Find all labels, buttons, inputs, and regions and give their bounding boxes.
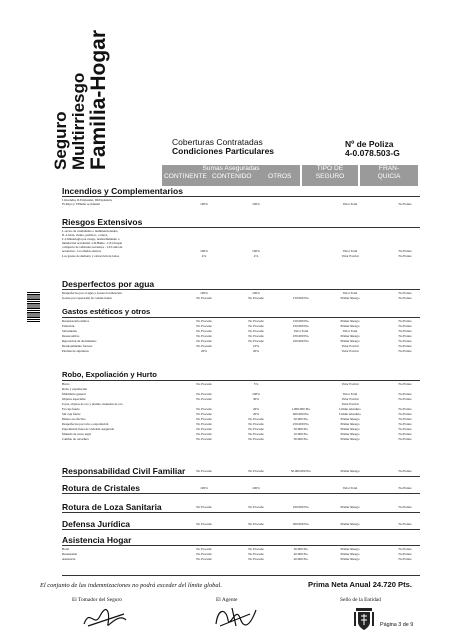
- cell-tipo: Primer Riesgo: [340, 427, 360, 431]
- cell-tipo: Primer Riesgo: [340, 319, 360, 323]
- cell-fran: No Existe: [398, 407, 412, 411]
- cell-otros: 50.000 Pts.: [293, 417, 309, 421]
- cell-tipo: Valor Total: [342, 329, 358, 333]
- cell-fran: No Existe: [398, 522, 412, 526]
- row-label: Cambio de cerradura: [62, 437, 89, 441]
- row-label: Gastos por reparación de conducciones: [62, 296, 112, 300]
- cell-fran: No Existe: [398, 432, 412, 436]
- section-title: Riesgos Extensivos: [62, 217, 420, 228]
- cell-cont: 100%: [200, 249, 208, 253]
- row-label: aeronaves - I-G.Ondas sónicas: [62, 249, 101, 253]
- cell-fran: No Existe: [398, 291, 412, 295]
- row-label: Salvamento: [62, 329, 78, 333]
- cell-contd: No Procede: [248, 334, 264, 338]
- cell-otros: 20.000 Pts.: [293, 557, 309, 561]
- cell-otros: 150.000 Pts.: [292, 296, 310, 300]
- row-label: inundación accidental. I-D.Humo - I-E.Choque: [62, 241, 123, 245]
- cell-cont: 4%: [201, 254, 207, 258]
- signature-sello-label: Sello de la Entidad: [340, 597, 381, 603]
- page-number: Página 3 de 9: [380, 622, 414, 628]
- cell-tipo: Primer Riesgo: [340, 547, 360, 551]
- policy-value: 4-0.078.503-G: [345, 148, 400, 158]
- cell-cont: No Procede: [196, 392, 212, 396]
- section-title: Responsabilidad Civil Familiar: [62, 466, 420, 477]
- cell-otros: 1.000.000 Pts.: [291, 407, 311, 411]
- section-title: Rotura de Cristales: [62, 483, 420, 494]
- header-sumas-label: Sumas Aseguradas: [202, 165, 260, 172]
- cell-contd: No Procede: [248, 552, 264, 556]
- cell-fran: No Existe: [398, 437, 412, 441]
- cell-fran: No Existe: [398, 382, 412, 386]
- cell-tipo: Primer Riesgo: [340, 296, 360, 300]
- row-label: Desescombro: [62, 334, 80, 338]
- row-label: Dinero en efectivo: [62, 417, 86, 421]
- cell-fran: No Existe: [398, 486, 412, 490]
- header-continente: CONTINENTE: [164, 173, 207, 180]
- header-fran-line1: FRAN-: [378, 165, 400, 172]
- cell-contd: No Procede: [248, 324, 264, 328]
- cell-tipo: Valor Parcial: [341, 254, 359, 258]
- section-title: Desperfectos por agua: [62, 279, 420, 290]
- section-title: Rotura de Loza Sanitaria: [62, 502, 420, 513]
- cell-cont: No Procede: [196, 505, 212, 509]
- cell-cont: 100%: [200, 202, 208, 206]
- cell-fran: No Existe: [398, 254, 412, 258]
- cell-cont: No Procede: [196, 422, 212, 426]
- cell-contd: 20%: [252, 349, 260, 353]
- cell-contd: No Procede: [248, 437, 264, 441]
- cell-tipo: Valor Total: [342, 249, 358, 253]
- cell-cont: No Procede: [196, 329, 212, 333]
- cell-tipo: Primer Riesgo: [340, 339, 360, 343]
- cell-fran: No Existe: [398, 344, 412, 348]
- header-sumas: [162, 165, 300, 186]
- cell-cont: No Procede: [196, 324, 212, 328]
- cell-cont: No Procede: [196, 319, 212, 323]
- seal-icon: [352, 606, 376, 632]
- header-tipo-line1: TIPO DE: [316, 165, 344, 172]
- cell-contd: No Procede: [248, 522, 264, 526]
- cell-fran: No Existe: [398, 319, 412, 323]
- cell-fran: No Existe: [398, 397, 412, 401]
- row-label: o impacto de vehículos terrestres - I-F.Caída de: [62, 245, 123, 249]
- cell-fran: No Existe: [398, 202, 412, 206]
- header-fran-line2: QUICIA: [377, 172, 401, 180]
- cell-cont: No Procede: [196, 469, 212, 473]
- row-label: En caja fuerte: [62, 407, 80, 411]
- cell-otros: 400.000 Pts.: [292, 412, 310, 416]
- section-title: Defensa Jurídica: [62, 519, 420, 530]
- section-title: Asistencia Hogar: [62, 535, 420, 546]
- cell-otros: 300.000 Pts.: [292, 522, 310, 526]
- cell-otros: 30.000 Pts.: [293, 547, 309, 551]
- cell-otros: 50.000 Pts.: [293, 427, 309, 431]
- cell-fran: No Existe: [398, 329, 412, 333]
- row-label: Desalojamiento forzoso: [62, 344, 93, 348]
- cell-contd: 100%: [252, 392, 260, 396]
- cell-contd: 100%: [252, 291, 260, 295]
- section-title: Gastos estéticos y otros: [62, 307, 420, 318]
- cell-cont: No Procede: [196, 407, 212, 411]
- cell-contd: No Procede: [248, 505, 264, 509]
- cell-cont: No Procede: [196, 382, 212, 386]
- cell-contd: 30%: [252, 397, 260, 401]
- product-title-line3: Familia-Hogar: [87, 29, 110, 170]
- cell-tipo: Valor Parcial: [341, 349, 359, 353]
- cell-contd: No Procede: [248, 547, 264, 551]
- cell-fran: No Existe: [398, 427, 412, 431]
- cell-contd: 5%: [253, 382, 259, 386]
- product-title: [52, 30, 109, 170]
- table-bottom-rule: [62, 575, 420, 576]
- cell-contd: 10%: [252, 344, 260, 348]
- cell-cont: No Procede: [196, 344, 212, 348]
- cell-tipo: Primer Riesgo: [340, 417, 360, 421]
- policy-label: Nº de Poliza: [345, 139, 394, 149]
- cell-otros: 250.000 Pts.: [292, 422, 310, 426]
- row-label: Hotel: [62, 547, 70, 551]
- cell-cont: No Procede: [196, 522, 212, 526]
- cell-tipo: Primer Riesgo: [340, 505, 360, 509]
- cell-contd: No Procede: [248, 432, 264, 436]
- row-label: Restaurante: [62, 552, 78, 556]
- barcode: [27, 292, 40, 322]
- cell-fran: No Existe: [398, 412, 412, 416]
- cell-cont: No Procede: [196, 437, 212, 441]
- row-label: Extinción: [62, 324, 75, 328]
- row-label: IV.Rayo y V.Humo accidental: [62, 202, 100, 206]
- cell-cont: No Procede: [196, 547, 212, 551]
- cell-fran: No Existe: [398, 469, 412, 473]
- cell-otros: 100.000 Pts.: [292, 505, 310, 509]
- row-label: 1.Incendio, II.Explosión, III.Explosión,: [62, 198, 113, 202]
- cell-contd: No Procede: [248, 329, 264, 333]
- cell-cont: No Procede: [196, 557, 212, 561]
- cell-tipo: Límite Absoluto: [339, 412, 361, 416]
- cell-tipo: Primer Riesgo: [340, 557, 360, 561]
- cell-fran: No Existe: [398, 296, 412, 300]
- row-label: Hurto: [62, 382, 70, 386]
- cell-contd: 4%: [253, 254, 259, 258]
- cell-fran: No Existe: [398, 349, 412, 353]
- signature-agente-label: El Agente: [216, 597, 238, 603]
- coverage-heading: [172, 138, 274, 156]
- cell-contd: 100%: [252, 202, 260, 206]
- cell-contd: 100%: [252, 249, 260, 253]
- cell-otros: 20.000 Pts.: [293, 552, 309, 556]
- cell-cont: No Procede: [196, 432, 212, 436]
- cell-contd: 100%: [252, 486, 260, 490]
- header-tipo-line2: SEGURO: [315, 172, 345, 180]
- cell-tipo: Límite Absoluto: [339, 407, 361, 411]
- cell-contd: No Procede: [248, 427, 264, 431]
- cell-fran: No Existe: [398, 547, 412, 551]
- cell-otros: 100.000 Pts.: [292, 339, 310, 343]
- row-label: Objetos especiales: [62, 397, 86, 401]
- row-label: I.-Actos de vandalismo o malintencionados,: [62, 229, 119, 233]
- cell-otros: 30.000 Pts.: [293, 437, 309, 441]
- section-title: Incendios y Complementarios: [62, 186, 420, 197]
- cell-fran: No Existe: [398, 417, 412, 421]
- cell-tipo: Primer Riesgo: [340, 469, 360, 473]
- product-title-line1: Seguro: [51, 111, 70, 170]
- cell-tipo: Primer Riesgo: [340, 334, 360, 338]
- cell-otros: 250.000 Pts.: [292, 334, 310, 338]
- coverage-line1: Coberturas Contratadas: [172, 137, 263, 147]
- policy-number: [345, 140, 400, 158]
- cell-otros: 150.000 Pts.: [292, 319, 310, 323]
- row-label: Desperfectos por el agua y Gastos localización: [62, 291, 122, 295]
- cell-tipo: Primer Riesgo: [340, 522, 360, 526]
- cell-fran: No Existe: [398, 422, 412, 426]
- cell-fran: No Existe: [398, 334, 412, 338]
- cell-cont: 100%: [200, 291, 208, 295]
- section-title: Robo, Expoliación y Hurto: [62, 370, 420, 381]
- cell-fran: No Existe: [398, 249, 412, 253]
- signature-tomador: [80, 606, 130, 630]
- cell-cont: No Procede: [196, 339, 212, 343]
- cell-otros: 250.000 Pts.: [292, 324, 310, 328]
- row-label: Joyas, objetos de oro y platino, monedas de oro: [62, 402, 123, 406]
- cell-cont: 100%: [200, 486, 208, 490]
- cell-contd: 20%: [252, 407, 260, 411]
- row-label: Reposición de documentos: [62, 339, 97, 343]
- cell-cont: No Procede: [196, 417, 212, 421]
- cell-tipo: Valor Parcial: [341, 344, 359, 348]
- cell-tipo: Primer Riesgo: [340, 324, 360, 328]
- cell-tipo: Primer Riesgo: [340, 422, 360, 426]
- cell-contd: 20%: [252, 412, 260, 416]
- cell-fran: No Existe: [398, 339, 412, 343]
- cell-fran: No Existe: [398, 392, 412, 396]
- cell-fran: No Existe: [398, 557, 412, 561]
- cell-fran: No Existe: [398, 505, 412, 509]
- header-contenido: CONTENIDO: [212, 173, 252, 180]
- cell-cont: No Procede: [196, 412, 212, 416]
- cell-tipo: Primer Riesgo: [340, 432, 360, 436]
- cell-contd: No Procede: [248, 469, 264, 473]
- cell-cont: No Procede: [196, 296, 212, 300]
- row-label: Expoliación fuera de vivienda asegurada: [62, 427, 114, 431]
- row-label: Robo y expoliación: [62, 387, 87, 391]
- cell-tipo: Primer Riesgo: [340, 437, 360, 441]
- cell-contd: No Procede: [248, 557, 264, 561]
- cell-tipo: Valor Parcial: [341, 382, 359, 386]
- cell-tipo: Valor Parcial: [341, 397, 359, 401]
- row-label: Asistencia: [62, 557, 76, 561]
- cell-tipo: Valor Total: [342, 202, 358, 206]
- cell-otros: 50.000.000 Pts.: [290, 469, 312, 473]
- signature-agente: [210, 604, 260, 630]
- cell-tipo: Primer Riesgo: [340, 552, 360, 556]
- row-label: I.-Climatología por riesgo, desbordamiento o: [62, 237, 120, 241]
- signature-tomador-label: El Tomador del Seguro: [72, 597, 122, 603]
- cell-tipo: Valor Total: [342, 392, 358, 396]
- cell-cont: No Procede: [196, 427, 212, 431]
- cell-contd: No Procede: [248, 296, 264, 300]
- footer-note: El conjunto de las indemnizaciones no podrá exceder del límite global.: [40, 582, 222, 589]
- premium: Prima Neta Anual 24.720 Pts.: [308, 580, 412, 589]
- cell-fran: No Existe: [398, 552, 412, 556]
- cell-contd: No Procede: [248, 339, 264, 343]
- product-title-line2: Multirriesgo: [69, 72, 88, 170]
- cell-tipo: Valor Parcial: [341, 402, 359, 406]
- cell-cont: 20%: [200, 349, 208, 353]
- cell-cont: No Procede: [196, 397, 212, 401]
- row-label: Mobiliario general: [62, 392, 86, 396]
- header-franquicia: [360, 165, 418, 186]
- row-label: II.-Lluvia, viento, pedrisco, o nieve,: [62, 233, 108, 237]
- cell-cont: No Procede: [196, 552, 212, 556]
- cell-cont: No Procede: [196, 334, 212, 338]
- row-label: Desperfectos por robo o expoliación: [62, 422, 109, 426]
- header-otros: OTROS: [268, 173, 292, 180]
- header-tipo: [302, 165, 358, 186]
- cell-contd: No Procede: [248, 422, 264, 426]
- row-label: Los gastos de desbarro y extracción de lodos: [62, 254, 120, 258]
- cell-otros: 10.000 Pts.: [293, 432, 309, 436]
- cell-fran: No Existe: [398, 324, 412, 328]
- row-label: Pérdida de alquileres: [62, 349, 89, 353]
- cell-otros: Valor Total: [293, 329, 309, 333]
- row-label: Moneda de curso legal: [62, 432, 91, 436]
- cell-tipo: Valor Total: [342, 291, 358, 295]
- cell-contd: No Procede: [248, 319, 264, 323]
- cell-contd: No Procede: [248, 417, 264, 421]
- coverage-line2: Condiciones Particulares: [172, 146, 275, 156]
- row-label: Sin caja fuerte: [62, 412, 81, 416]
- cell-tipo: Valor Total: [342, 486, 358, 490]
- row-label: Restauración estética: [62, 319, 89, 323]
